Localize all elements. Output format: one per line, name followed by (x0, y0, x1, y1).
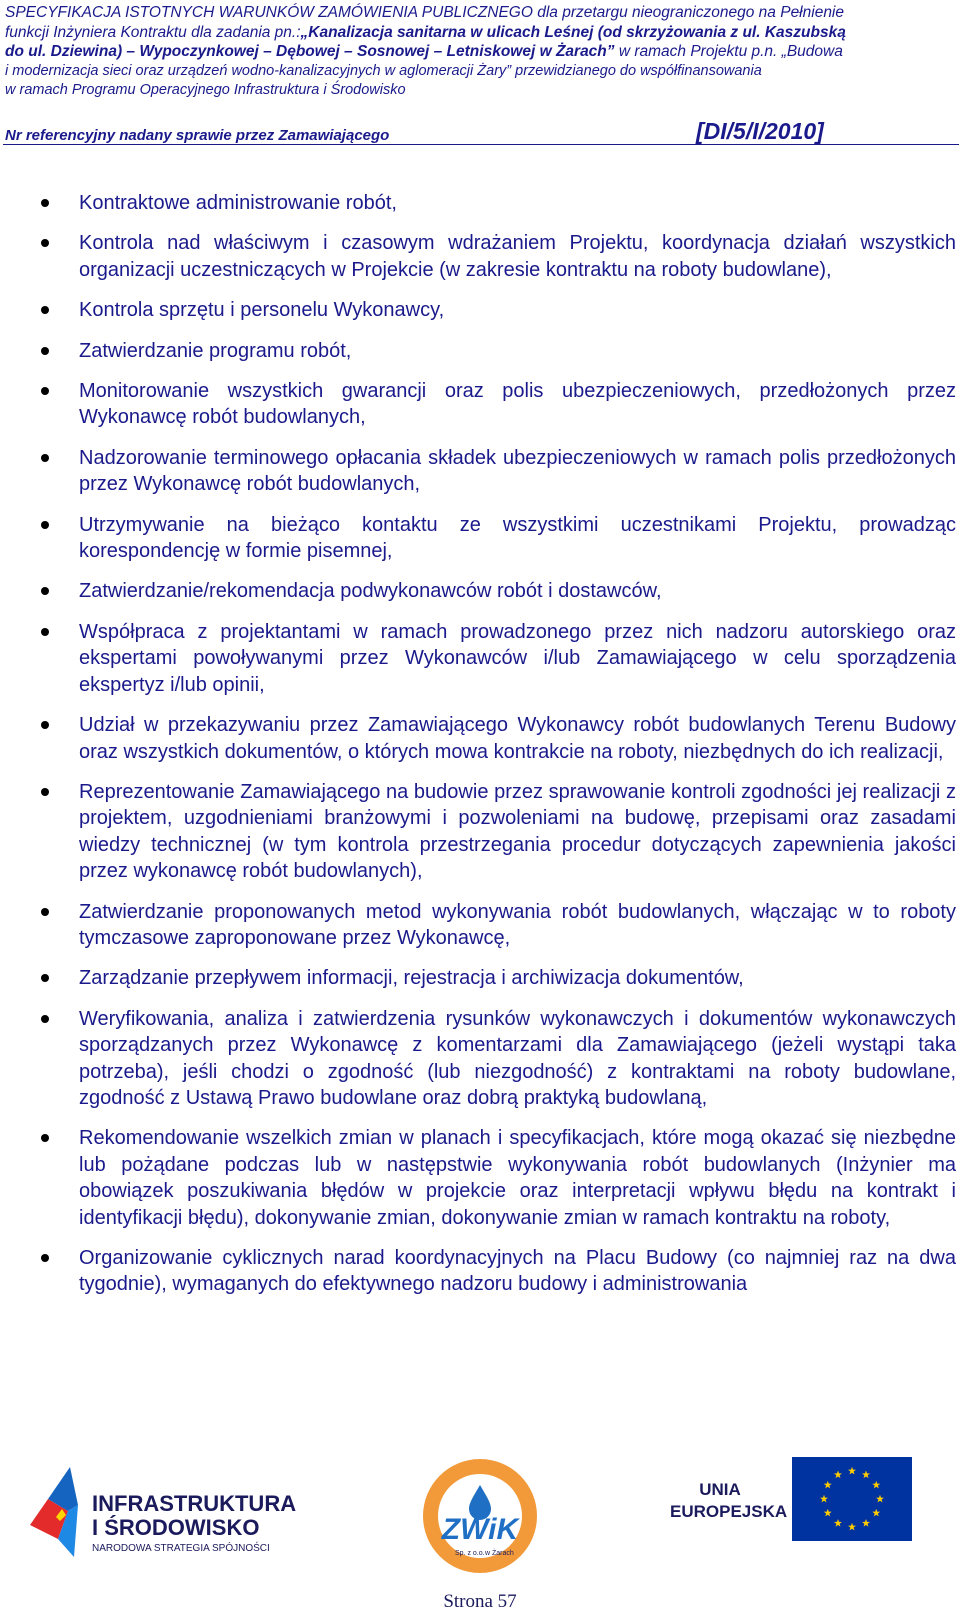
header-line-3 (5, 42, 957, 62)
infrastruktura-line-3: NARODOWA STRATEGIA SPÓJNOŚCI (92, 1543, 270, 1554)
reference-number: [DI/5/I/2010] (696, 118, 824, 144)
reference-line (3, 118, 959, 145)
zwik-name: ZWiK (441, 1513, 519, 1546)
header-line-2-title: „Kanalizacja sanitarna w ulicach Leśnej (od skrzyżowania z ul. Kaszubską (300, 23, 846, 41)
list-item: Kontraktowe administrowanie robót, (0, 190, 956, 216)
list-item: Kontrola nad właściwym i czasowym wdrażaniem Projektu, koordynacja działań wszystkich organizacji uczestniczących w Projekcie (w zakresie kontraktu na roboty budowlane), (0, 230, 956, 283)
ue-line-1: UNIA (699, 1480, 741, 1499)
infrastruktura-line-2: I ŚRODOWISKO (92, 1515, 260, 1540)
ue-logo (660, 1457, 920, 1545)
header-line-4: i modernizacja sieci oraz urządzeń wodno-kanalizacyjnych w aglomeracji Żary” przewidzianego do współfinansowania (5, 62, 762, 79)
list-item: Utrzymywanie na bieżąco kontaktu ze wszystkimi uczestnikami Projektu, prowadząc korespondencję w formie pisemnej, (0, 512, 956, 565)
header-line-2-prefix: funkcji Inżyniera Kontraktu dla zadania pn.: (5, 23, 301, 41)
list-item: Reprezentowanie Zamawiającego na budowie przez sprawowanie kontroli zgodności jej realizacji z projektem, uzgodnieniami branżowymi i pozwoleniami na budowę, przepisami oraz zasadami wiedzy technicznej (w tym kontrola przestrzegania procedur dotyczących zapewnienia jakości przez wykonawcę robót budowlanych), (0, 779, 956, 885)
ue-line-2: EUROPEJSKA (670, 1502, 788, 1521)
list-item: Kontrola sprzętu i personelu Wykonawcy, (0, 297, 956, 323)
list-item: Zatwierdzanie proponowanych metod wykonywania robót budowlanych, włączając w to roboty tymczasowe zaproponowane przez Wykonawcę, (0, 899, 956, 952)
list-item: Współpraca z projektantami w ramach prowadzonego przez nich nadzoru autorskiego oraz ekspertami powoływanymi przez Wykonawców i/lub Zamawiającego w celu sporządzenia ekspertyz i/lub opinii, (0, 619, 956, 698)
zwik-sub-left: Sp. z o.o. (455, 1550, 485, 1557)
header-line-3-suffix: w ramach Projektu p.n. „Budowa (618, 43, 843, 60)
header-line-2 (5, 23, 957, 43)
document-header (5, 3, 957, 101)
zwik-logo (405, 1455, 555, 1577)
list-item: Nadzorowanie terminowego opłacania składek ubezpieczeniowych w ramach polis przedłożonych przez Wykonawcę robót budowlanych, (0, 445, 956, 498)
list-item: Udział w przekazywaniu przez Zamawiającego Wykonawcy robót budowlanych Terenu Budowy oraz wszystkich dokumentów, o których mowa kontrakcie na roboty, niezbędnych do ich realizacji, (0, 712, 956, 765)
list-item: Monitorowanie wszystkich gwarancji oraz polis ubezpieczeniowych, przedłożonych przez Wykonawcę robót budowlanych, (0, 378, 956, 431)
footer-logos (0, 1455, 960, 1580)
list-item: Zarządzanie przepływem informacji, rejestracja i archiwizacja dokumentów, (0, 965, 956, 991)
header-line-3-title: do ul. Dziewina) – Wypoczynkowej – Dębowej – Sosnowej – Letniskowej w Żarach” (5, 43, 615, 60)
header-line-5: w ramach Programu Operacyjnego Infrastruktura i Środowisko (5, 82, 406, 98)
list-item: Rekomendowanie wszelkich zmian w planach i specyfikacjach, które mogą okazać się niezbędne lub pożądane podczas lub w następstwie wykonywania robót budowlanych (Inżynier ma obowiązek poszukiwania błędów w projekcie oraz interpretacji wpływu błędu na kontrakt i identyfikacji błędu), dokonywanie zmian, dokonywanie zmian w ramach kontraktu na roboty, (0, 1125, 956, 1231)
zwik-emblem-icon (405, 1455, 555, 1577)
ue-text (670, 1479, 788, 1523)
infrastruktura-line-1: INFRASTRUKTURA (92, 1491, 297, 1516)
header-line-1: SPECYFIKACJA ISTOTNYCH WARUNKÓW ZAMÓWIENIA PUBLICZNEGO dla przetargu nieograniczonego na Pełnienie (5, 4, 844, 21)
zwik-sub-right: w Żarach (485, 1550, 514, 1557)
infrastruktura-logo (28, 1465, 298, 1557)
eu-flag-icon (792, 1457, 912, 1541)
list-item: Organizowanie cyklicznych narad koordynacyjnych na Placu Budowy (co najmniej raz na dwa tygodnie), wymaganych do efektywnego nadzoru budowy i administrowania (0, 1245, 956, 1298)
duties-list (0, 190, 956, 1312)
reference-label: Nr referencyjny nadany sprawie przez Zamawiającego (5, 127, 390, 144)
list-item: Zatwierdzanie programu robót, (0, 338, 956, 364)
page-number: Strona 57 (443, 1591, 517, 1612)
list-item: Weryfikowania, analiza i zatwierdzenia rysunków wykonawczych i dokumentów wykonawczych sporządzanych przez Wykonawcę z komentarzami dla Zamawiającego (jeżeli wystąpi taka potrzeba), jeśli chodzi o zgodność (lub niezgodność) z kontraktami na roboty budowlane, zgodność z Ustawą Prawo budowlane oraz dobrą praktyką budowlaną, (0, 1006, 956, 1112)
infrastruktura-emblem-icon (28, 1465, 298, 1557)
list-item: Zatwierdzanie/rekomendacja podwykonawców robót i dostawców, (0, 578, 956, 604)
